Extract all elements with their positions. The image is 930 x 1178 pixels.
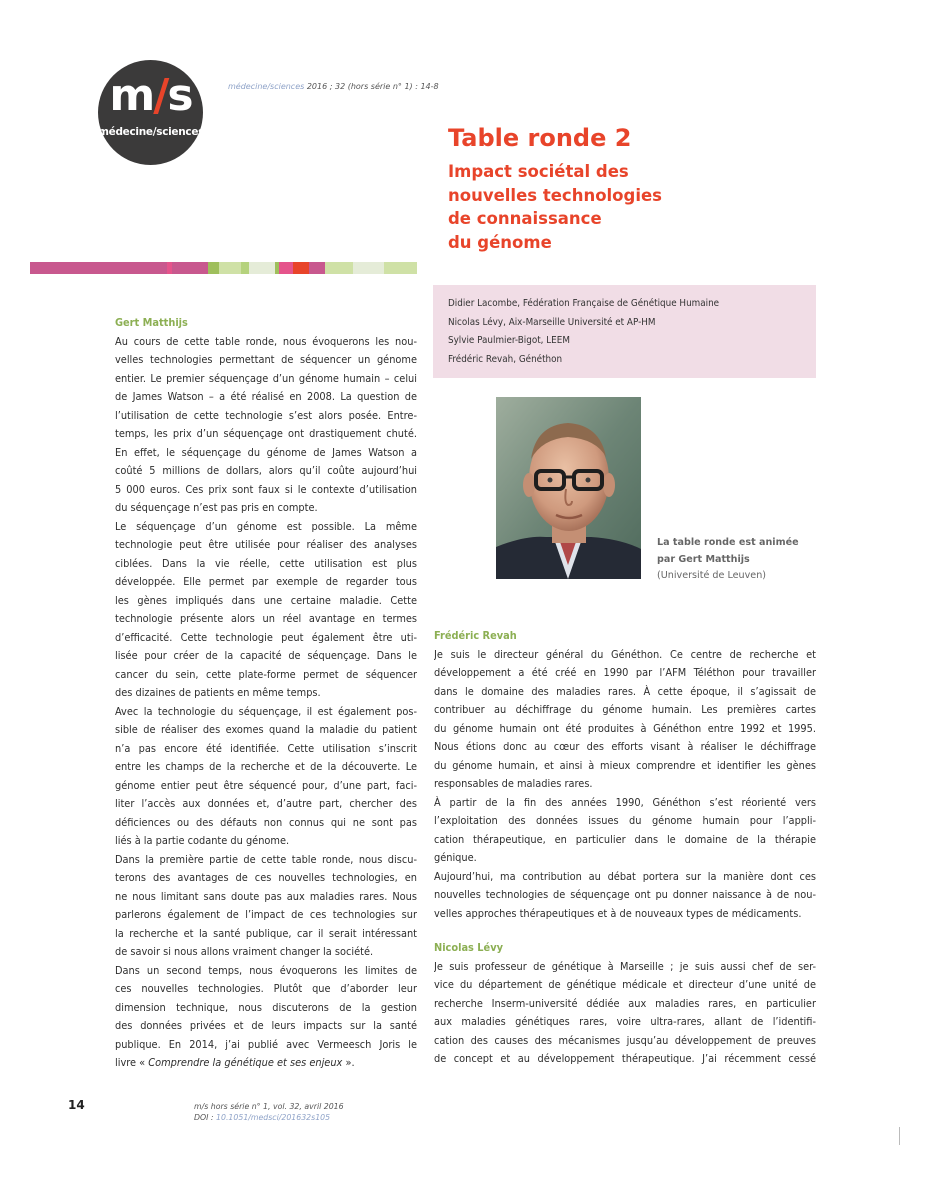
text-line: lisée pour créer de la capacité de séquençage. Dans le — [115, 649, 417, 662]
page-title: Table ronde 2 — [448, 124, 632, 152]
strip-segment — [353, 262, 384, 274]
moderator-photo — [496, 397, 641, 579]
text-line: terons des avantages de ces nouvelles technologies, en — [115, 871, 417, 884]
text-line: de James Watson – a été réalisé en 2008. La question de — [115, 390, 417, 403]
subtitle-line: Impact sociétal des — [448, 162, 629, 181]
text-line: développement a été créé en 1990 par l’AFM Téléthon pour travailler — [434, 666, 816, 679]
participant: Frédéric Revah, Généthon — [448, 353, 563, 365]
right-column-section — [434, 627, 816, 923]
text-line: coûté 5 millions de dollars, alors qu’il coûte aujourd’hui — [115, 464, 417, 477]
text-line — [115, 1054, 417, 1073]
text-line: parlerons également de l’impact de ces technologies sur — [115, 908, 417, 921]
text-line: recherche Inserm-université dédiée aux maladies rares, en particulier — [434, 996, 816, 1010]
text-line: En effet, le séquençage du génome de James Watson a — [115, 445, 417, 459]
participant: Nicolas Lévy, Aix-Marseille Université et AP-HM — [448, 316, 656, 328]
text-line: Nous étions donc au cœur des efforts visant à réaliser le déchiffrage — [434, 740, 816, 753]
participant: Sylvie Paulmier-Bigot, LEEM — [448, 335, 570, 347]
left-paragraphs — [115, 333, 417, 1055]
text-line: des données privées et de leurs impacts sur la santé — [115, 1019, 417, 1032]
footer-issue: m/s hors série n° 1, vol. 32, avril 2016 — [194, 1102, 344, 1111]
page-corner-mark — [899, 1127, 900, 1145]
strip-segment — [325, 262, 353, 274]
strip-segment — [219, 262, 241, 274]
logo-mark — [98, 70, 203, 121]
text-line: Avec la technologie du séquençage, il est également pos- — [115, 704, 417, 718]
text-line: ces nouvelles technologies. Plutôt que d’aborder leur — [115, 982, 417, 995]
text-line: cation des causes des mécanismes jusqu’au développement de preuves — [434, 1033, 816, 1047]
decorative-color-strip — [30, 262, 417, 274]
footer-info — [194, 1101, 344, 1123]
portrait-illustration — [496, 397, 641, 579]
text-fragment: ». — [342, 1056, 355, 1069]
journal-logo — [98, 60, 203, 165]
text-line: développée. Elle permet par exemple de regarder tous — [115, 575, 417, 588]
text-line: Je suis professeur de génétique à Marseille ; je suis aussi chef de ser- — [434, 959, 816, 973]
text-line: dans le domaine des maladies rares. À cette époque, il s’agissait de — [434, 684, 816, 698]
section-paragraphs — [434, 958, 816, 1069]
text-line: Dans un second temps, nous évoquerons les limites de — [115, 963, 417, 977]
logo-wordmark: médecine/sciences — [98, 126, 205, 138]
text-line: du génome humain, et ainsi à mieux comprendre et identifier les gènes — [434, 758, 816, 772]
citation-details: 2016 ; 32 (hors série n° 1) : 14-8 — [304, 82, 439, 91]
speaker-name: Gert Matthijs — [115, 316, 188, 329]
left-column — [115, 314, 417, 1073]
text-line: Aujourd’hui, ma contribution au débat portera sur la manière dont ces — [434, 869, 816, 883]
subtitle-line: de connaissance — [448, 209, 602, 228]
text-line: Au cours de cette table ronde, nous évoquerons les nou- — [115, 334, 417, 348]
book-title: Comprendre la génétique et ses enjeux — [148, 1056, 343, 1069]
text-line: du séquençage n’est pas pris en compte. — [115, 501, 318, 514]
text-line: les gènes impliqués dans une certaine maladie. Cette — [115, 593, 417, 607]
logo-slash: / — [153, 70, 168, 121]
article-citation — [228, 82, 439, 91]
text-line: cation thérapeutique, en particulier dans le domaine de la thérapie — [434, 832, 816, 846]
text-line: d’efficacité. Cette technologie peut également être uti- — [115, 630, 417, 644]
caption-line: par Gert Matthijs — [657, 553, 750, 565]
participants-box — [433, 285, 816, 378]
text-line: liés à la partie codante du génome. — [115, 834, 290, 847]
text-line: la recherche et la santé publique, car il serait intéressant — [115, 926, 417, 940]
text-line: du génome humain ont été produites à Généthon entre 1992 et 1995. — [434, 721, 816, 735]
text-line: n’a pas encore été identifiée. Cette utilisation s’inscrit — [115, 741, 417, 755]
strip-segment — [279, 262, 293, 274]
strip-segment — [309, 262, 325, 274]
text-line: Je suis le directeur général du Généthon. Ce centre de recherche et — [434, 647, 816, 661]
text-fragment: livre « — [115, 1056, 149, 1069]
strip-segment — [384, 262, 417, 274]
text-line: technologie présente alors un réel avantage en termes — [115, 612, 417, 625]
text-line: liter l’accès aux données et, d’autre part, chercher des — [115, 797, 417, 810]
text-line: de savoir si nous allons vraiment changer la société. — [115, 945, 374, 958]
text-line: entier. Le premier séquençage d’un génome humain – celui — [115, 371, 417, 385]
strip-segment — [293, 262, 309, 274]
right-column-section — [434, 939, 816, 1069]
page-subtitle — [448, 160, 662, 254]
text-line: dimension technique, nous discuterons de la gestion — [115, 1000, 417, 1014]
text-line: de concept et au développement thérapeutique. J’ai récemment cessé — [434, 1052, 816, 1065]
caption-line: (Université de Leuven) — [657, 570, 767, 581]
text-line: des dizaines de patients en même temps. — [115, 686, 321, 699]
participant: Didier Lacombe, Fédération Française de Génétique Humaine — [448, 298, 720, 309]
strip-segment — [208, 262, 219, 274]
text-line: aux maladies génétiques rares, voire ultra-rares, allant de l’identifi- — [434, 1015, 816, 1028]
subtitle-line: nouvelles technologies — [448, 185, 663, 205]
speaker-name: Frédéric Revah — [434, 629, 517, 642]
text-line: velles approches thérapeutiques et à de nouveaux types de médicaments. — [434, 906, 802, 920]
strip-segment — [249, 262, 275, 274]
text-line: ne nous limitant sans doute pas aux maladies rares. Nous — [115, 889, 417, 903]
text-line: 5 000 euros. Ces prix sont faux si le contexte d’utilisation — [115, 482, 417, 496]
logo-s: s — [167, 70, 192, 121]
text-line: l’utilisation de cette technologie s’est alors posée. Entre- — [115, 408, 417, 422]
text-line: À partir de la fin des années 1990, Généthon s’est réorienté vers — [434, 795, 816, 809]
photo-caption — [657, 535, 799, 585]
text-line: cancer du sein, cette plate-forme permet de séquencer — [115, 667, 417, 681]
text-line: sible de réaliser des exomes quand la maladie du patient — [115, 723, 417, 736]
text-line: publique. En 2014, j’ai publié avec Vermeesch Joris le — [115, 1037, 417, 1051]
doi-link[interactable]: 10.1051/medsci/201632s105 — [216, 1113, 331, 1122]
text-line: l’exploitation des données issues du génome humain pour l’appli- — [434, 814, 816, 827]
doi-label: DOI : — [194, 1113, 217, 1122]
strip-segment — [30, 262, 162, 274]
text-line: velles technologies permettant de séquencer un génome — [115, 353, 417, 366]
text-line: ciblées. Dans la vie réelle, cette utilisation est plus — [115, 556, 417, 570]
text-line: Le séquençage d’un génome est possible. La même — [115, 519, 417, 533]
caption-line: La table ronde est animée — [657, 537, 799, 548]
text-line: responsables de maladies rares. — [434, 777, 593, 790]
section-paragraphs — [434, 646, 816, 924]
logo-m: m — [109, 70, 154, 121]
text-line: entre les champs de la recherche et de la découverte. Le — [115, 760, 417, 773]
page-number: 14 — [68, 1098, 85, 1112]
subtitle-line: du génome — [448, 232, 552, 252]
text-line: génome entier peut être séquencé pour, d’une part, faci- — [115, 778, 417, 792]
text-line: temps, les prix d’un séquençage ont drastiquement chuté. — [115, 427, 417, 440]
footer-doi — [194, 1112, 344, 1123]
text-line: Dans la première partie de cette table ronde, nous discu- — [115, 852, 417, 866]
text-line: nouvelles technologies de séquençage ont pu donner naissance à de nou- — [434, 888, 816, 901]
strip-segment — [172, 262, 206, 274]
text-line: contribuer au déchiffrage du génome humain. Les premières cartes — [434, 703, 816, 716]
strip-segment — [241, 262, 249, 274]
speaker-name: Nicolas Lévy — [434, 941, 503, 954]
citation-journal: médecine/sciences — [228, 82, 305, 91]
text-line: génique. — [434, 851, 477, 864]
text-line: technologie peut être utilisée pour réaliser des analyses — [115, 538, 417, 551]
text-line: vice du département de génétique médicale et directeur d’une unité de — [434, 978, 816, 991]
text-line: déficiences ou des défauts non connus qui ne sont pas — [115, 815, 417, 829]
